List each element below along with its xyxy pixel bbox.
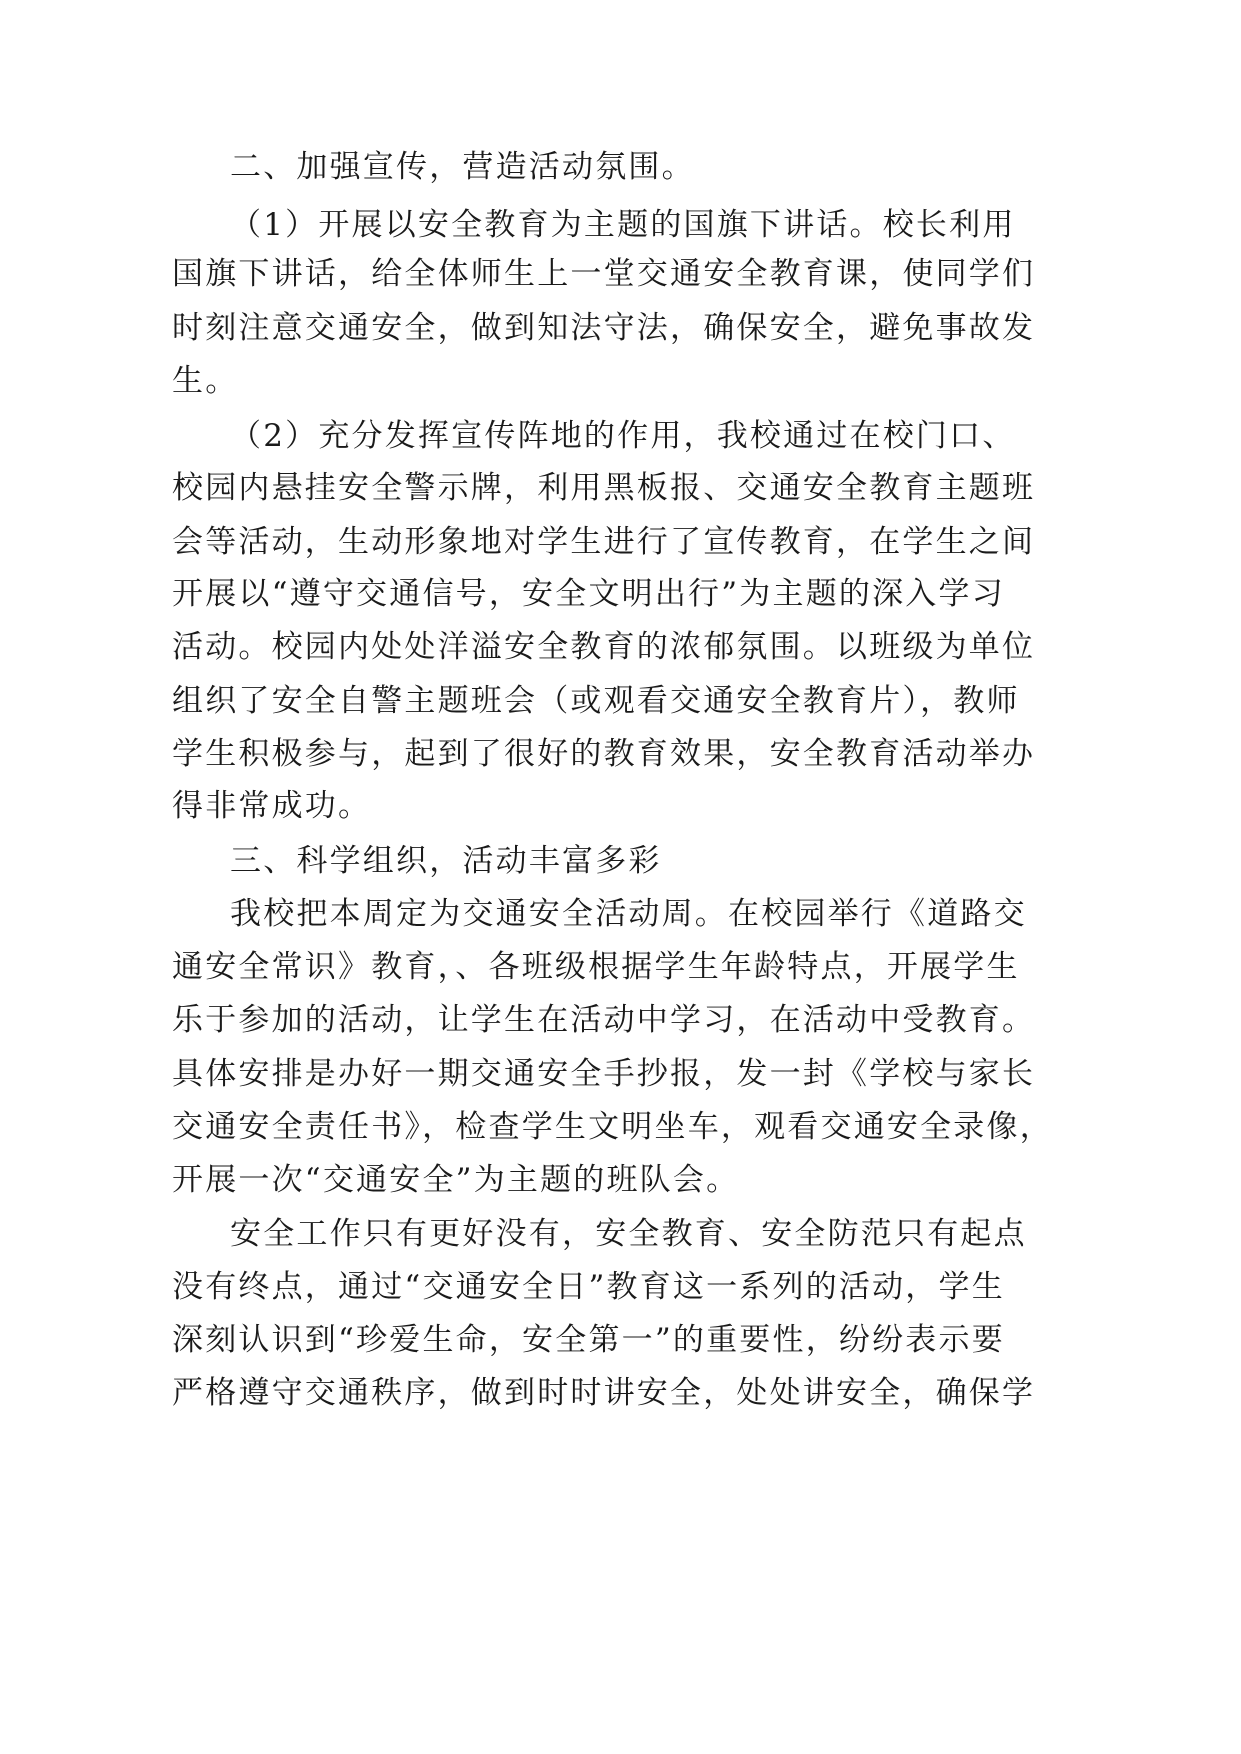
paragraph-line: 活动。校园内处处洋溢安全教育的浓郁氛围。以班级为单位 — [172, 629, 1036, 665]
paragraph-line: （1）开展以安全教育为主题的国旗下讲话。校长利用 — [230, 207, 1016, 243]
paragraph-line: 开展以“遵守交通信号，安全文明出行”为主题的深入学习 — [172, 576, 1005, 612]
paragraph-line: 国旗下讲话，给全体师生上一堂交通安全教育课，使同学们 — [172, 256, 1036, 292]
paragraph-line: 时刻注意交通安全，做到知法守法，确保安全，避免事故发 — [172, 310, 1036, 346]
section-heading-2: 二、加强宣传，营造活动氛围。 — [230, 149, 695, 185]
paragraph-line: 乐于参加的活动，让学生在活动中学习，在活动中受教育。 — [172, 1002, 1036, 1038]
paragraph-line: 安全工作只有更好没有，安全教育、安全防范只有起点 — [230, 1216, 1027, 1252]
paragraph-line: 得非常成功。 — [172, 788, 372, 824]
paragraph-line: 没有终点，通过“交通安全日”教育这一系列的活动，学生 — [172, 1269, 1005, 1305]
paragraph-line: 学生积极参与，起到了很好的教育效果，安全教育活动举办 — [172, 736, 1036, 772]
paragraph-line: 开展一次“交通安全”为主题的班队会。 — [172, 1162, 740, 1198]
paragraph-line: 会等活动，生动形象地对学生进行了宣传教育，在学生之间 — [172, 524, 1036, 560]
paragraph-line: 交通安全责任书》，检查学生文明坐车，观看交通安全录像， — [172, 1109, 1053, 1145]
paragraph-line: （2）充分发挥宣传阵地的作用，我校通过在校门口、 — [230, 418, 1016, 454]
paragraph-line: 通安全常识》教育，、各班级根据学生年龄特点，开展学生 — [172, 949, 1020, 985]
paragraph-line: 校园内悬挂安全警示牌，利用黑板报、交通安全教育主题班 — [172, 470, 1036, 506]
paragraph-line: 严格遵守交通秩序，做到时时讲安全，处处讲安全，确保学 — [172, 1375, 1036, 1411]
paragraph-line: 具体安排是办好一期交通安全手抄报，发一封《学校与家长 — [172, 1056, 1036, 1092]
paragraph-line: 组织了安全自警主题班会（或观看交通安全教育片），教师 — [172, 683, 1020, 719]
paragraph-line: 生。 — [172, 363, 239, 399]
section-heading-3: 三、科学组织，活动丰富多彩 — [230, 843, 662, 879]
paragraph-line: 深刻认识到“珍爱生命，安全第一”的重要性，纷纷表示要 — [172, 1322, 1005, 1358]
paragraph-line: 我校把本周定为交通安全活动周。在校园举行《道路交 — [230, 896, 1027, 932]
